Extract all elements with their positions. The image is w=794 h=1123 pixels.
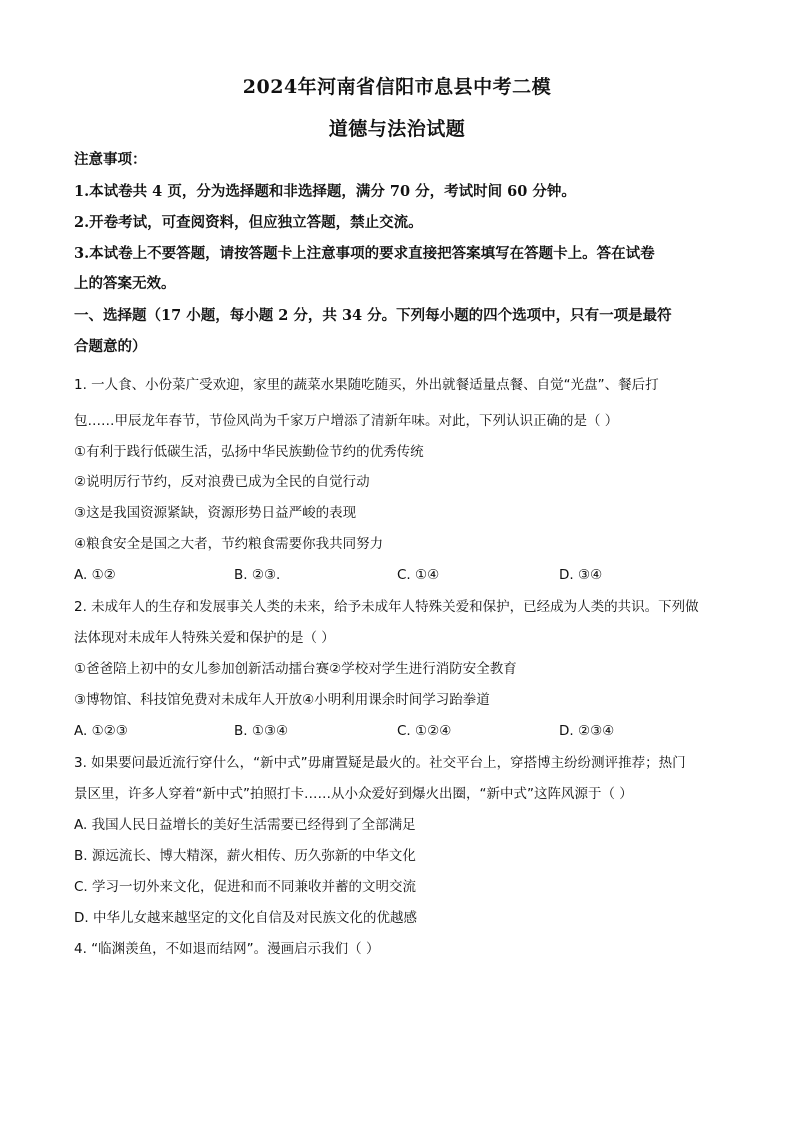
q2-option-a: A. ①②③: [74, 723, 128, 739]
section-heading-cont: 合题意的）: [74, 338, 147, 355]
q2-stem-line-1: 2. 未成年人的生存和发展事关人类的未来，给予未成年人特殊关爱和保护，已经成为人类的共识。下列做: [74, 599, 699, 615]
q1-statement-2: ②说明厉行节约，反对浪费已成为全民的自觉行动: [74, 474, 370, 490]
q2-option-c: C. ①②④: [397, 723, 452, 739]
q2-statement-2: ③博物馆、科技馆免费对未成年人开放④小明利用课余时间学习跆拳道: [74, 692, 490, 708]
q1-statement-4: ④粮食安全是国之大者，节约粮食需要你我共同努力: [74, 536, 384, 552]
q3-choice-a: A. 我国人民日益增长的美好生活需要已经得到了全部满足: [74, 817, 416, 833]
section-heading: 一、选择题（17 小题，每小题 2 分，共 34 分。下列每小题的四个选项中，只有一项是最符: [74, 307, 672, 324]
notice-item-3-cont: 上的答案无效。: [74, 275, 176, 292]
q1-option-d: D. ③④: [559, 567, 603, 583]
q4-stem-line-1: 4. “临渊羡鱼，不如退而结网”。漫画启示我们（ ）: [74, 941, 380, 957]
q2-option-b: B. ①③④: [234, 723, 289, 739]
q1-statement-3: ③这是我国资源紧缺，资源形势日益严峻的表现: [74, 505, 357, 521]
notice-item-3: 3.本试卷上不要答题，请按答题卡上注意事项的要求直接把答案填写在答题卡上。答在试卷: [74, 245, 655, 262]
q1-stem-line-2: 包……甲辰龙年春节，节俭风尚为千家万户增添了清新年味。对此，下列认识正确的是（ ）: [74, 413, 619, 429]
q2-option-d: D. ②③④: [559, 723, 615, 739]
q3-choice-c: C. 学习一切外来文化，促进和而不同兼收并蓄的文明交流: [74, 879, 417, 895]
q1-statement-1: ①有利于践行低碳生活，弘扬中华民族勤俭节约的优秀传统: [74, 444, 424, 460]
q2-statement-1: ①爸爸陪上初中的女儿参加创新活动擂台赛②学校对学生进行消防安全教育: [74, 661, 517, 677]
q3-choice-b: B. 源远流长、博大精深，薪火相传、历久弥新的中华文化: [74, 848, 416, 864]
notice-item-2: 2.开卷考试，可查阅资料，但应独立答题，禁止交流。: [74, 214, 423, 231]
q1-stem-line-1: 1. 一人食、小份菜广受欢迎，家里的蔬菜水果随吃随买，外出就餐适量点餐、自觉“光盘”、餐后打: [74, 377, 659, 393]
q2-stem-line-2: 法体现对未成年人特殊关爱和保护的是（ ）: [74, 630, 335, 646]
q3-stem-line-1: 3. 如果要问最近流行穿什么，“新中式”毋庸置疑是最火的。社交平台上，穿搭博主纷纷测评推荐；热门: [74, 755, 686, 771]
exam-title: 2024年河南省信阳市息县中考二模: [242, 76, 552, 98]
q3-stem-line-2: 景区里，许多人穿着“新中式”拍照打卡……从小众爱好到爆火出圈，“新中式”这阵风源于（ ）: [74, 786, 633, 802]
q1-option-b: B. ②③.: [234, 567, 281, 583]
notice-item-1: 1.本试卷共 4 页，分为选择题和非选择题，满分 70 分，考试时间 60 分钟。: [74, 183, 576, 200]
q1-option-a: A. ①②: [74, 567, 116, 583]
exam-subtitle: 道德与法治试题: [328, 118, 466, 140]
notice-heading: 注意事项：: [74, 151, 147, 168]
q1-option-c: C. ①④: [397, 567, 440, 583]
q3-choice-d: D. 中华儿女越来越坚定的文化自信及对民族文化的优越感: [74, 910, 417, 926]
